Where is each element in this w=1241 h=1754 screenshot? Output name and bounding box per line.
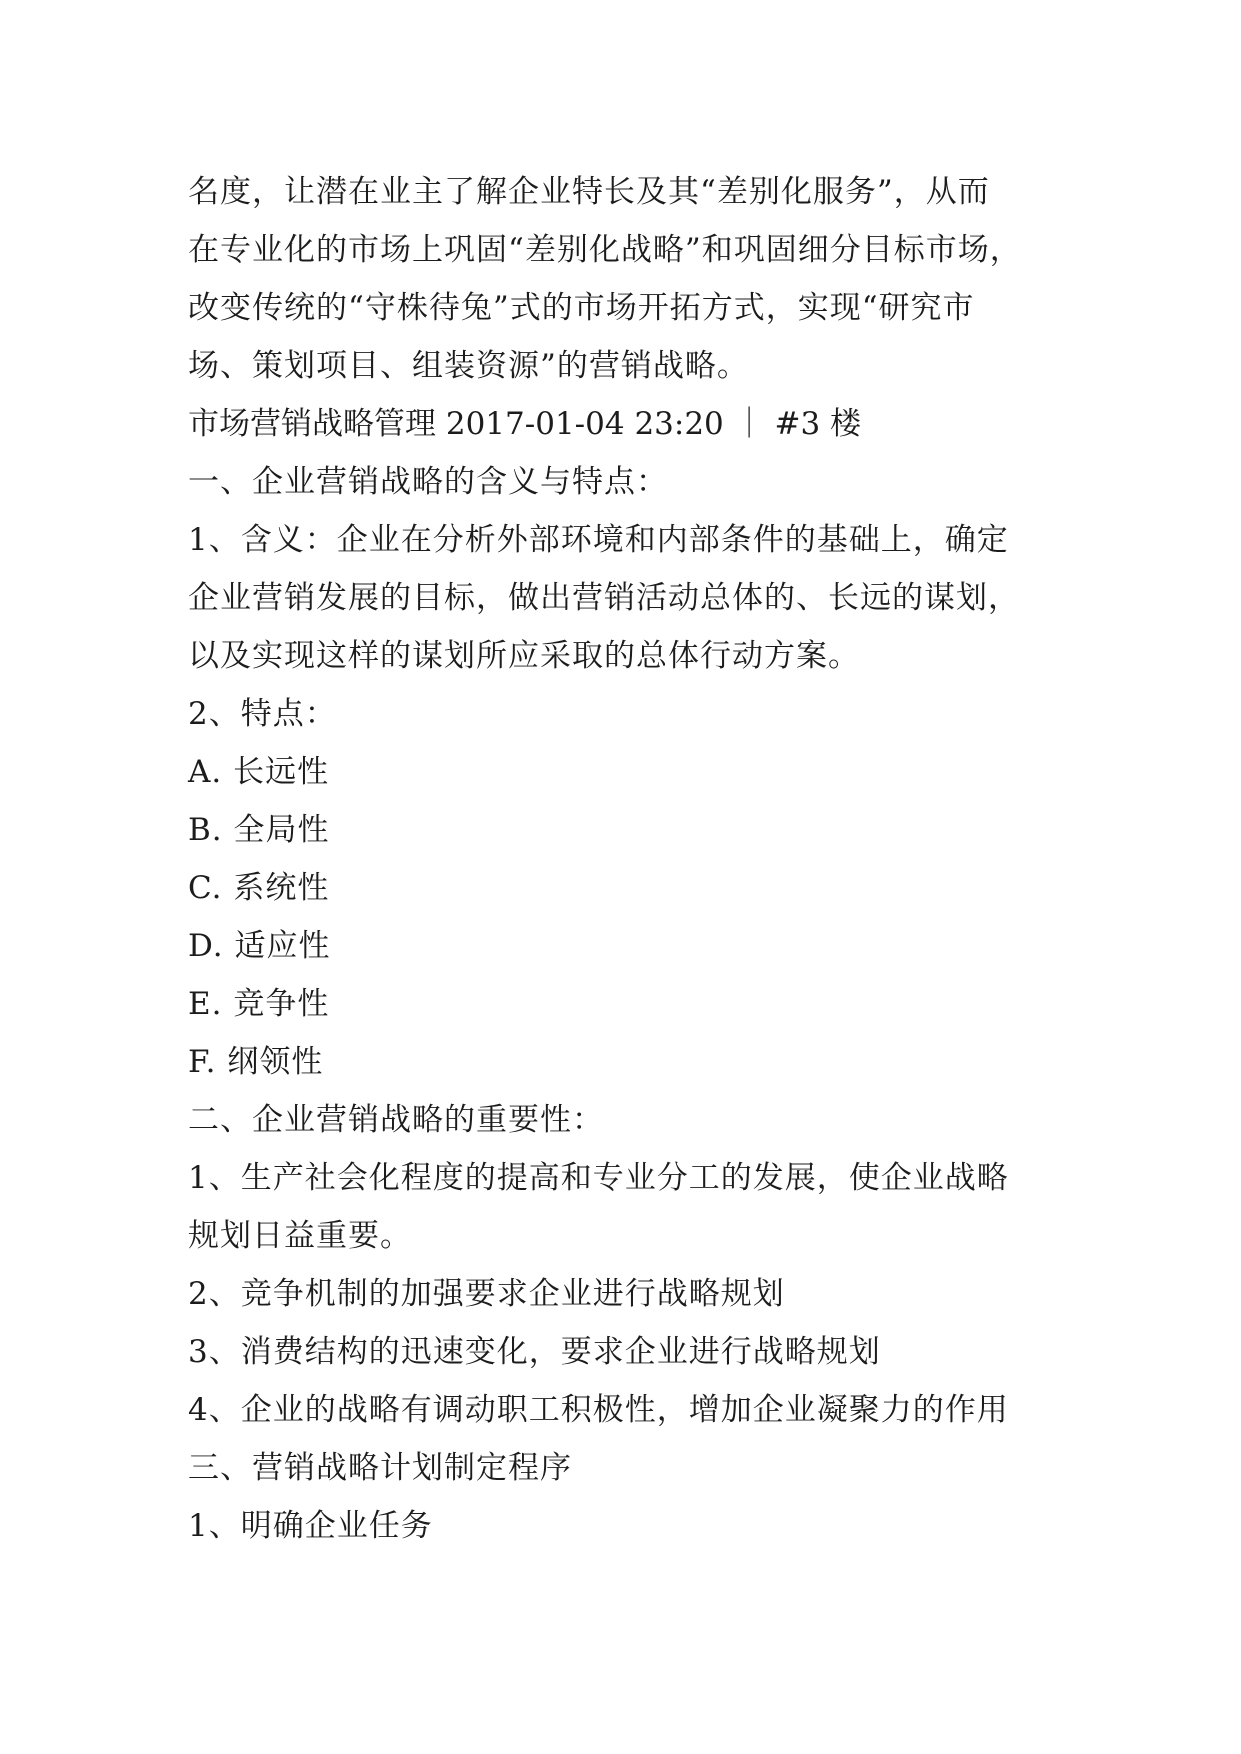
- list-item: D. 适应性: [188, 928, 331, 964]
- section-heading: 二、企业营销战略的重要性：: [188, 1102, 604, 1138]
- paragraph-line: 以及实现这样的谋划所应采取的总体行动方案。: [188, 638, 860, 674]
- list-item: 3、消费结构的迅速变化，要求企业进行战略规划: [188, 1334, 881, 1370]
- paragraph-line: 1、含义：企业在分析外部环境和内部条件的基础上，确定: [188, 522, 1009, 558]
- list-item: F. 纲领性: [188, 1044, 324, 1080]
- list-item: A. 长远性: [188, 754, 330, 790]
- paragraph-line: 改变传统的“守株待兔”式的市场开拓方式，实现“研究市: [188, 290, 975, 326]
- post-meta-line: 市场营销战略管理 2017-01-04 23:20 ｜ #3 楼: [188, 406, 862, 442]
- list-item: E. 竞争性: [188, 986, 330, 1022]
- list-item: 1、明确企业任务: [188, 1508, 433, 1544]
- list-item: B. 全局性: [188, 812, 330, 848]
- paragraph-line: 1、生产社会化程度的提高和专业分工的发展，使企业战略: [188, 1160, 1009, 1196]
- list-item: 4、企业的战略有调动职工积极性，增加企业凝聚力的作用: [188, 1392, 1009, 1428]
- list-item: 2、竞争机制的加强要求企业进行战略规划: [188, 1276, 785, 1312]
- section-heading: 三、营销战略计划制定程序: [188, 1450, 572, 1486]
- paragraph-line: 规划日益重要。: [188, 1218, 412, 1254]
- section-heading: 一、企业营销战略的含义与特点：: [188, 464, 668, 500]
- paragraph-line: 场、策划项目、组装资源”的营销战略。: [188, 348, 749, 384]
- document-body: [188, 163, 1068, 1555]
- subheading: 2、特点：: [188, 696, 337, 732]
- paragraph-line: 在专业化的市场上巩固“差别化战略”和巩固细分目标市场，: [188, 232, 1022, 268]
- paragraph-line: 名度，让潜在业主了解企业特长及其“差别化服务”，从而: [188, 174, 990, 210]
- list-item: C. 系统性: [188, 870, 330, 906]
- paragraph-line: 企业营销发展的目标，做出营销活动总体的、长远的谋划，: [188, 580, 1020, 616]
